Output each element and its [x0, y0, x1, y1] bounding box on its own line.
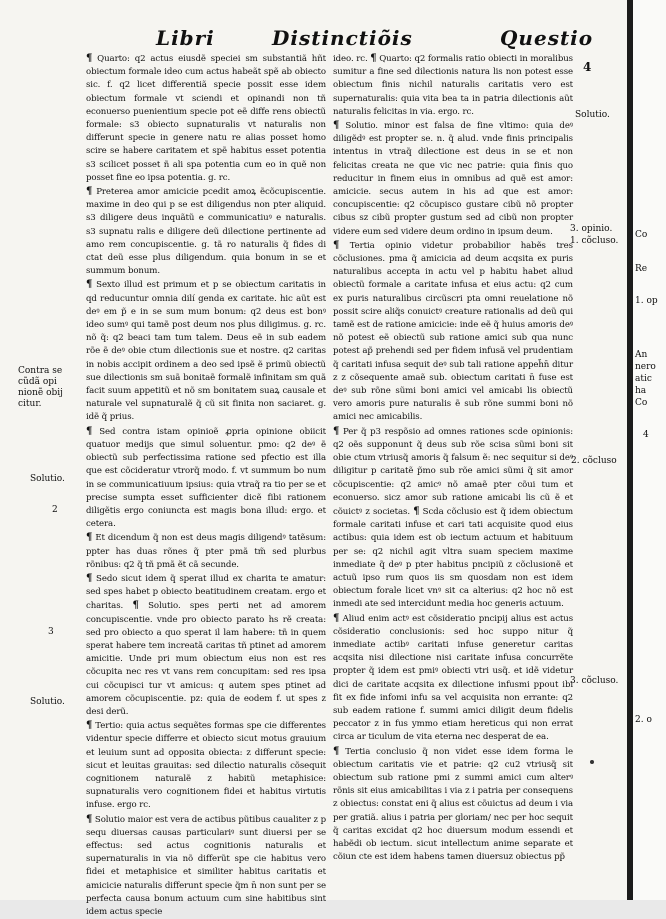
running-head-distinctionis: Distinctiõis — [272, 26, 413, 50]
pilcrow-icon: ¶ — [86, 813, 93, 825]
paragraph: ¶ Tertia conclusio q̃ non videt esse idem forma le obiectum caritatis vie et patrie: q2 cu2 vtriusq̃ sit obiectum sub ratione pmi z summi amici cum alterꝰ rõnis sit eius amicabilitas i via z i patria per consequens z obiectus: constat eni q̃ alius est cõuictus ad deum i via per gratiã. alius i patria per gloriam/ nec per hoc sequit q̃ caritas excidat q2 hoc diuersum modum essendi et habẽdi ob iectum. sicut intellectum anime separate et cõiun cte est idem habens tamen diuersuz obiectus pp̃ — [333, 745, 573, 863]
facing-fragment: nero — [635, 362, 656, 372]
pilcrow-icon: ¶ — [86, 572, 93, 584]
facing-fragment: ha — [635, 386, 647, 396]
facing-fragment: Co — [635, 398, 648, 408]
pilcrow-icon: ¶ — [86, 532, 93, 544]
pilcrow-icon: ¶ — [333, 120, 340, 132]
pilcrow-icon: ¶ — [333, 239, 340, 251]
paragraph: ideo. rc. ¶ Quarto: q2 formalis ratio obiecti in moralibus sumitur a fine sed dilectionis natura lis non potest esse obiectum finis nichil naturalis caritatis vero est supernaturalis: quia vita bea ta in patria dilectionis aũt naturalis felicitas in via. ergo. rc. — [333, 53, 573, 117]
facing-fragment: An — [635, 350, 648, 360]
paragraph: ¶ Per q̃ p3 respõsio ad omnes rationes scde opinionis: q2 oẽs supponunt q̃ deus sub rõe scisa sũmi boni sit obie ctum vtriusq̃ amoris q̃ falsum ẽ: nec sequitur si deꝰ diligitur p caritatẽ p̃mo sub rõe amici sũmi q̃ sit amor cõcupiscentie: q2 amicꝰ nõ amaẽ pter cõui tum et econuerso. sicz amor sub ratione amicabi lis cũ ẽ et cõuictꝰ z societas. ¶ Scda cõclusio est q̃ idem obiectum formale caritati infuse et cari tati acquisite quod eius actibus: quia idem est ob iectum actuum et habituum per se: q2 nichil agit vltra suam speciem maxime inmediate q̃ deꝰ p pter habitus pncipiũ z cõclusionẽ et actuũ ipso rum quos iis sm quosdam non est idem obiectum forale licet vnꝰ sit ca alterius: q2 hoc nõ est inmedi ate sed intercidunt media hoc generis actuum. — [333, 425, 573, 610]
paragraph: ¶ Sed contra istam opinioẽ ꝓpria opinione obiicit quatuor medijs que simul soluentur. pmo: q2 deꝰ ẽ obiectũ sub perfectissima ratione sed pfectio est illa que est cõcideratur vtrorq̃ modo. f. vt summum bo num in se communicatiuum ipsius: quia vtraq̃ ra tio per se et precise sumpta esset sufficienter dicẽ fibi rationem diligẽtis ergo coniuncta est magis bona illud: ergo. et cetera. — [86, 425, 326, 530]
paragraph: ¶ Aliud enim actꝰ est cõsideratio pncipij alius est actus cõsideratio conclusionis: sed hoc suppo nitur q̃ inmediate actibꝰ caritati infuse generetur caritas acqsita nisi dilectione nisi caritate infusa concurrẽte propter q̃ idem est pmiꝰ obiecti vtri usq̃. et idẽ videtur dici de caritate acqsita ex dilectione infusmi ppout ibi fit ex fide infomi infu sa vel acquisita non errante: q2 sub eadem ratione f. summi amici diligit deum fidelis peccator z in fus ymmo etiam hereticus qui non errat circa ar ticulum de vita eterna nec desperat de ea. — [333, 612, 574, 743]
margin-note-conclusio: 1. cõcluso. — [570, 236, 619, 246]
paragraph: ¶ Solutio maior est vera de actibus pũtibus caualiter z p sequ diuersas causas particulariꝰ sunt diuersi per se effectus: sed actus cognitionis naturalis et supernaturalis in via nõ differũt spe cie habitus vero fidei et metaphisice et similiter habitus caritatis et amicicie naturalis differunt specie q̃m n̄ non sunt per se perfecta causa bonum actuum cum sine habitibus sint idem actus specie — [86, 813, 326, 917]
pilcrow-icon: ¶ — [132, 600, 139, 612]
paragraph: ¶ Solutio. minor est falsa de fine vltimo: quia deꝰ diligẽdꝰ est propter se. n. q̃ alud. vnde finis principalis intentus in vtraq̃ dilectione est deus in se et non felicitas creata ne que vic nec patrie: quia finis quo reducitur in finem eius in omnibus ad quẽ est amor: amicicie. secus autem in his ad que est amor: concupiscentie: q2 cõcupisco gustare cibũ nõ propter cibus sz cibũ propter gustum sed ad cibũ non propter videre eum sed videre deum ordino in ipsum deum. — [333, 120, 573, 237]
paragraph: ¶ Tertia opinio videtur probabilior habẽs tres cõclusiones. pma q̃ amicicia ad deum acqsita ex puris naturalibus accepta in actu vel p habitu habet aliud obiectũ formale a caritate infusa et eius actu: q2 cum ex puris naturalibus circũscri pta omni reuelatione nõ possit scire aliq̃s conuictꝰ creature rationalis ad deũ qui tamẽ est de ratione amicicie: inde eẽ q̃ huius amoris deꝰ nõ potest eẽ obiectũ sub ratione amici sub qua nunc potest ap̃ prehendi sed per fidem infusã vel prudentiam q̃ caritati infusa sequit deꝰ sub tali ratione appeh̃n̄ ditur z z cõsequente amaẽ sub. obiectum caritati n̄ fuse est deꝰ sub rõne sũmi boni amici vel amicabi lis obiectũ vero amoris pure naturalis ẽ sub rõne summi boni nõ amici nec amicabilis. — [333, 239, 573, 423]
facing-fragment: 4 — [643, 430, 649, 440]
left-text-column — [86, 52, 326, 919]
margin-note-conclusio: 2. cõcluso — [571, 456, 617, 466]
margin-note-opinio: 3. opinio. — [570, 224, 613, 234]
margin-note-solutio: Solutio. — [30, 697, 65, 707]
pilcrow-icon: ¶ — [333, 612, 340, 624]
pilcrow-icon: ¶ — [86, 425, 93, 437]
pilcrow-icon: ¶ — [86, 279, 93, 291]
facing-page — [633, 0, 666, 900]
pilcrow-icon: ¶ — [86, 53, 93, 64]
paragraph: ¶ Et dicendum q̃ non est deus magis diligendꝰ tatẽsum: ppter has duas rõnes q̃ pter pmã tm̃ sed plurbus rõnibus: q2 q̃ tñ pmã ẽt cã secunde. — [86, 532, 326, 570]
right-text-column — [333, 52, 573, 864]
paragraph: ¶ Preterea amor amicicie pcedit amoꝝ ẽcõcupiscentie. maxime in deo qui p se est diligendus non pter aliquid. s3 diligere deus inquãtũ e communicatiuꝰ e naturalis. s3 supnatu ralis e diligere deũ dilectione pertinente ad amo rem concupiscentie. g. tã ro naturalis q̃ fides di ctat deũ esse plus diligendum. quia bonum in se et summum bonum. — [86, 186, 326, 277]
margin-number: 3 — [48, 627, 54, 637]
paragraph: ¶ Sedo sicut idem q̃ sperat illud ex charita te amatur: sed spes habet p obiecto beatitudinem creatam. ergo et charitas. ¶ Solutio. spes perti net ad amorem concupiscentie. vnde pro obiecto parato hs rẽ creata: sed pro obiecto a quo sperat il lam habere: tñ in quem sperat habere tem increatã caritas tñ ptinet ad amorem amicitie. Unde pri mum obiectum eius non est res cõcupita nec res vt vans rem concupitam: sed res ipsa cui cõcupisci tur vt amicus: q autem spes ptinet ad amorem cõcupiscentie. pz: quia de eodem f. ut spes z desi derũ. — [86, 572, 326, 717]
pilcrow-icon: ¶ — [333, 425, 340, 437]
margin-number: 2 — [52, 505, 58, 515]
pilcrow-icon: ¶ — [370, 53, 377, 64]
pilcrow-icon: ¶ — [86, 720, 93, 732]
facing-fragment: atic — [635, 374, 652, 384]
paragraph: ¶ Sexto illud est primum et p se obiectum caritatis in qd reducuntur omnia dilí genda ex caritate. hic aũt est deꝰ em p̃ e in se sum mum bonum: q2 deus est bonꝰ ideo sumꝰ qui tamẽ post deum nos plus diligimus. g. rc. nõ q̃: q2 beaci tam tum talem. Deus eẽ in sub eadem rõe ẽ deꝰ obie ctum dilectionis sue et nostre. q2 caritas in nobis accipit ordinem a deo sed ipsẽ ẽ primũ obiectũ sue dilectionis sm suã bonitaẽ formalẽ infinitam sm quã facit suum appetitũ et nõ sm bonitatem suaꝝ causale et naturale vel supnaturalẽ q̃ cũ sit finita non saciaret. g. idẽ q̃ prius. — [86, 279, 326, 423]
facing-fragment: 1. op — [635, 296, 658, 306]
paragraph: ¶ Quarto: q2 actus eiusdẽ speciei sm substantiã hñt obiectum formale ideo cum actus habeãt spẽ ab obiecto sic. f. q2 licet differentiã specie possit esse idem obiectum formale vt sciendi et opinandi non tñ econuerso puenientium specie pot eẽ diffe rens obiectũ formale: s3 obiecto supnaturalis vt naturalis non differunt specie in genere natu re alias posset homo scire se habere caritatem et spẽ habitus esset potentia s3 scilicet posset ñ ali spa potentia cum eo in quẽ non posset fine eo ipsa potentia. g. rc. — [86, 53, 326, 183]
margin-note-conclusio: 3. cõcluso. — [570, 676, 619, 686]
facing-fragment: Co — [635, 230, 648, 240]
pilcrow-icon: ¶ — [413, 505, 420, 517]
facing-fragment: Re — [635, 264, 648, 274]
ink-blot — [590, 760, 594, 764]
margin-note-solutio: Solutio. — [575, 110, 610, 120]
folio-number: 4 — [583, 60, 592, 74]
running-head-libri: Libri — [156, 26, 215, 50]
running-head-questio: Questio — [500, 26, 594, 50]
pilcrow-icon: ¶ — [86, 186, 93, 198]
margin-note-solutio: Solutio. — [30, 474, 65, 484]
paragraph: ¶ Tertio: quia actus sequẽtes formas spe cie differentes videntur specie differre et obiecto sicut motus grauium et leuium sunt ad opposita obiecta: z differunt specie: sicut et leuitas grauitas: sed dilectio naturalis cõsequit cognitionem naturalẽ z habitũ metaphisice: supnaturalis vero cognitionem fidei et habitus virtutis infuse. ergo rc. — [86, 720, 326, 811]
facing-fragment: 2. o — [635, 715, 652, 725]
margin-note-contra: Contra se cũdã opi nionẽ obij citur. — [18, 366, 63, 409]
pilcrow-icon: ¶ — [333, 745, 340, 757]
